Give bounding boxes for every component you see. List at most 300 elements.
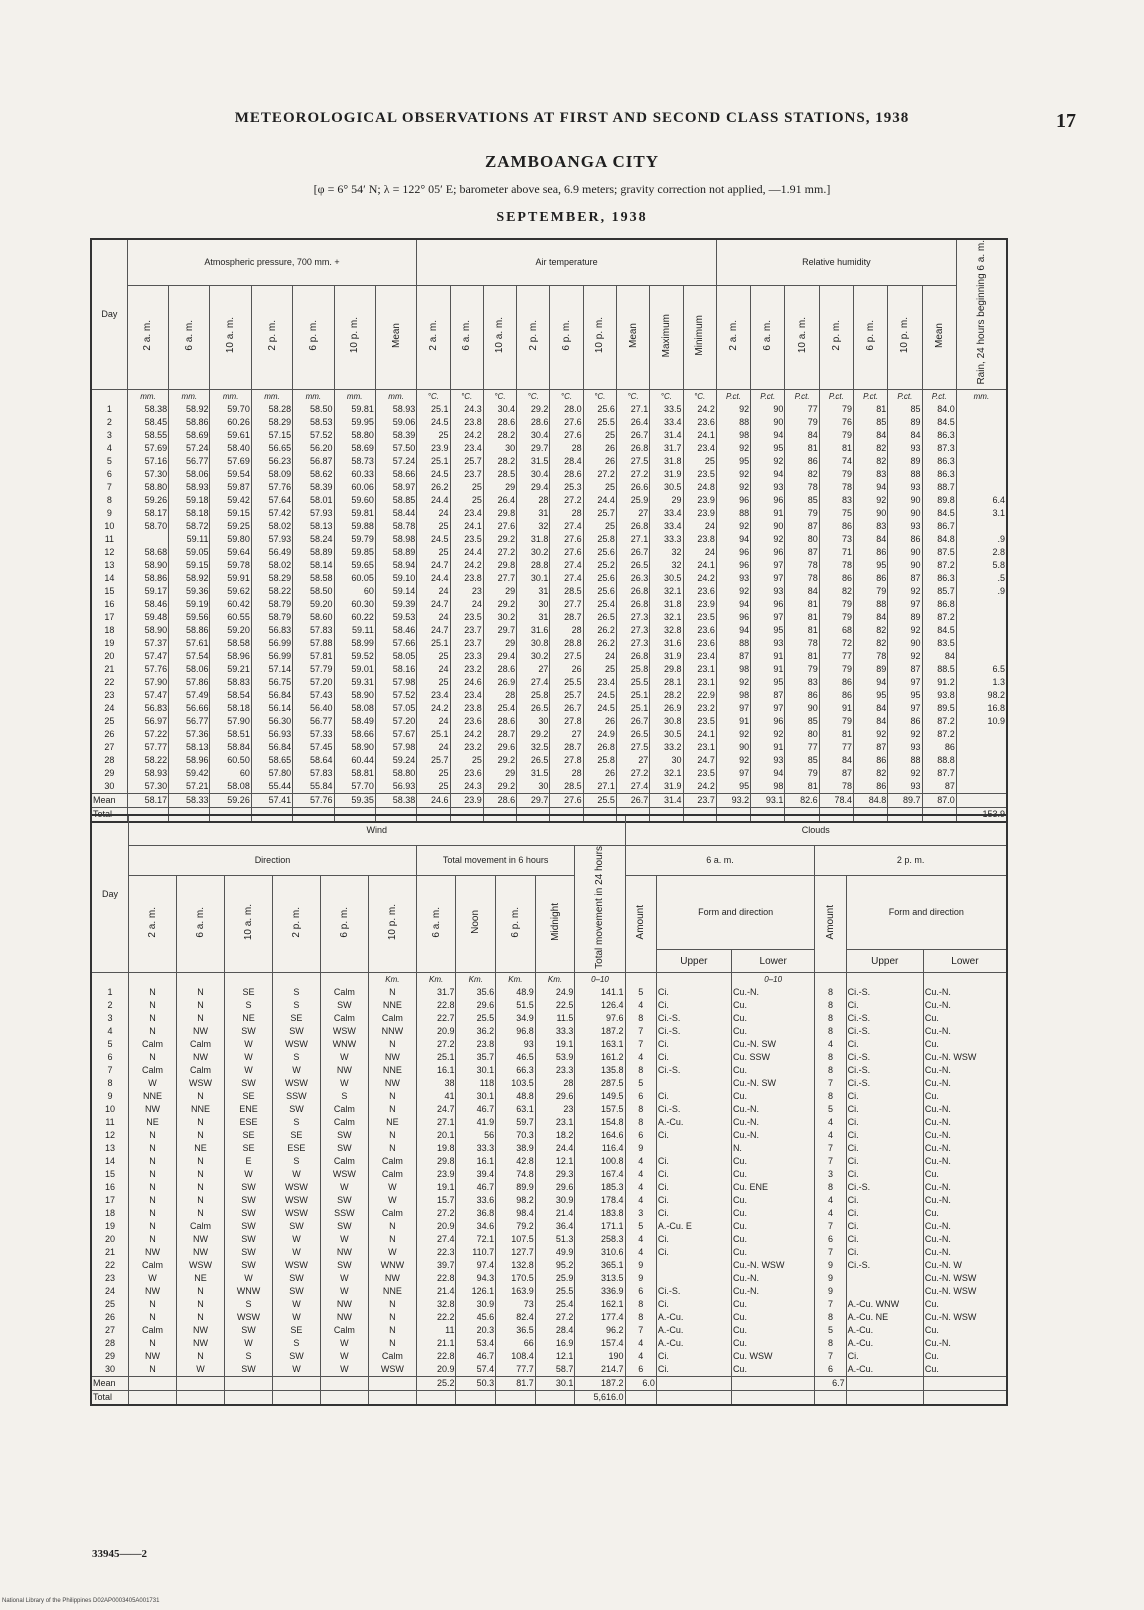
data-cell: 21.4 [416, 1285, 456, 1298]
pressure-col-header [375, 286, 416, 389]
data-cell: 25.1 [417, 637, 450, 650]
day-cell: 10 [91, 1103, 129, 1116]
data-cell: 29 [483, 585, 516, 598]
data-cell: 58.66 [375, 468, 416, 481]
data-cell: 96 [751, 715, 785, 728]
data-cell: 25.1 [416, 1051, 456, 1064]
data-cell: 30.2 [517, 650, 550, 663]
table-row [91, 1272, 1007, 1285]
data-cell: 96.2 [575, 1324, 625, 1337]
data-cell: 23.5 [683, 767, 716, 780]
data-cell: 57.76 [251, 481, 292, 494]
data-cell: NNE [368, 1285, 416, 1298]
data-cell: 85 [785, 754, 819, 767]
unit-cell [177, 973, 225, 987]
data-cell: Cu.-N. [923, 1194, 1007, 1207]
data-cell: W [224, 1038, 272, 1051]
data-cell: 26.9 [483, 676, 516, 689]
data-cell: 33.2 [650, 741, 683, 754]
data-cell: 10.9 [956, 715, 1007, 728]
data-cell: Ci.-S. [846, 1025, 923, 1038]
data-cell: 25 [417, 520, 450, 533]
data-cell: Calm [320, 1012, 368, 1025]
data-cell: 30.1 [456, 1064, 496, 1077]
data-cell: 28.2 [650, 689, 683, 702]
data-cell: Cu. [731, 1012, 814, 1025]
data-cell [956, 767, 1007, 780]
data-cell: 58.66 [334, 728, 375, 741]
pressure-col-header [169, 286, 210, 389]
mean-row [91, 793, 1007, 807]
data-cell: 5 [625, 1077, 656, 1090]
table-row [91, 442, 1007, 455]
data-cell: 8 [625, 1103, 656, 1116]
data-cell: 8 [815, 1025, 846, 1038]
data-cell: 24.2 [683, 403, 716, 416]
data-cell: Ci. [846, 1207, 923, 1220]
column-header-row-2 [91, 875, 1007, 950]
data-cell: Ci. [846, 1220, 923, 1233]
data-cell: 89.8 [922, 494, 956, 507]
data-cell: 27.4 [550, 572, 583, 585]
data-cell: WSW [177, 1077, 225, 1090]
mean-cell: 50.3 [456, 1377, 496, 1391]
data-cell: 26.2 [583, 637, 616, 650]
data-cell: 29 [483, 637, 516, 650]
mean-empty-cell [320, 1377, 368, 1391]
library-credit: National Library of the Philippines D02AP0003405A001731 [2, 1598, 160, 1604]
data-cell: 86 [819, 676, 853, 689]
data-cell: 96 [751, 598, 785, 611]
data-cell: 107.5 [496, 1233, 536, 1246]
temp-col-header [616, 286, 649, 389]
data-cell: 77 [785, 403, 819, 416]
data-cell: 97 [751, 559, 785, 572]
humidity-col-header [922, 286, 956, 389]
data-cell: 78 [785, 559, 819, 572]
data-cell: 58.80 [127, 481, 168, 494]
data-cell: 24.5 [583, 689, 616, 702]
data-cell: 26.5 [616, 559, 649, 572]
table-row [91, 1233, 1007, 1246]
data-cell: 24 [683, 520, 716, 533]
data-cell: 57.98 [375, 741, 416, 754]
data-cell: 26.8 [616, 520, 649, 533]
column-header-row [91, 286, 1007, 389]
data-cell: 25 [450, 494, 483, 507]
direction-col-header [320, 875, 368, 973]
data-cell: 56.66 [169, 702, 210, 715]
data-cell [956, 728, 1007, 741]
data-cell: SW [272, 1103, 320, 1116]
data-cell: 23 [535, 1103, 575, 1116]
table-row [91, 986, 1007, 999]
total-empty-cell [846, 1391, 923, 1406]
unit-cell: mm. [293, 389, 334, 403]
table-row [91, 637, 1007, 650]
data-cell: Ci.-S. [656, 1064, 731, 1077]
data-cell: 26.7 [550, 702, 583, 715]
data-cell: 81 [785, 611, 819, 624]
data-cell: 84 [819, 754, 853, 767]
pressure-temperature-humidity-table [90, 238, 1008, 823]
data-cell: 25 [417, 546, 450, 559]
data-cell: 4 [625, 999, 656, 1012]
data-cell: 30 [483, 442, 516, 455]
data-cell: 26.2 [583, 624, 616, 637]
data-cell: 58.24 [293, 533, 334, 546]
data-cell: 59.06 [375, 416, 416, 429]
data-cell: N [129, 1155, 177, 1168]
data-cell: 58.69 [334, 442, 375, 455]
data-cell: 88 [716, 637, 750, 650]
data-cell: 25 [683, 455, 716, 468]
data-cell: 32.1 [650, 611, 683, 624]
mean-empty-cell [731, 1377, 814, 1391]
data-cell: 8 [815, 1337, 846, 1350]
data-cell: 25.1 [417, 455, 450, 468]
upper-am-header: Upper [656, 950, 731, 973]
data-cell: 94 [751, 767, 785, 780]
data-cell: 87 [751, 689, 785, 702]
table-row [91, 754, 1007, 767]
data-cell: 94 [716, 624, 750, 637]
data-cell: 97 [888, 598, 922, 611]
data-cell: 26.5 [616, 728, 649, 741]
data-cell: 126.4 [575, 999, 625, 1012]
data-cell: 29.8 [650, 663, 683, 676]
data-cell: 33.4 [650, 416, 683, 429]
movement-col-label: 6 p. m. [509, 906, 521, 938]
table-row [91, 520, 1007, 533]
data-cell: SW [320, 999, 368, 1012]
data-cell: 23.4 [683, 650, 716, 663]
data-cell: Cu. [731, 1246, 814, 1259]
data-cell: 56.84 [251, 689, 292, 702]
data-cell: 59.39 [375, 598, 416, 611]
data-cell: N [177, 1155, 225, 1168]
data-cell: 23.4 [450, 507, 483, 520]
data-cell: Ci. [656, 1168, 731, 1181]
data-cell: 26.8 [616, 442, 649, 455]
data-cell: SW [272, 1285, 320, 1298]
day-cell: 15 [91, 1168, 129, 1181]
data-cell: 59.31 [334, 676, 375, 689]
data-cell: 59.20 [210, 624, 251, 637]
data-cell: 79 [819, 403, 853, 416]
data-cell: 97.4 [456, 1259, 496, 1272]
data-cell: 58.49 [334, 715, 375, 728]
day-cell: 7 [91, 1064, 129, 1077]
data-cell: 26 [583, 442, 616, 455]
mean-cell: 89.7 [888, 793, 922, 807]
data-cell: 57.90 [210, 715, 251, 728]
data-cell: 58.13 [293, 520, 334, 533]
data-cell: 28.1 [650, 676, 683, 689]
mean-cell: 24.6 [417, 793, 450, 807]
data-cell: 56.93 [375, 780, 416, 794]
data-cell: 24 [583, 650, 616, 663]
total-empty-cell [368, 1391, 416, 1406]
direction-col-label: 2 a. m. [147, 906, 159, 938]
direction-col-label: 10 p. m. [386, 903, 398, 940]
data-cell: 60.05 [334, 572, 375, 585]
data-cell: 86.3 [922, 455, 956, 468]
data-cell: 23.9 [683, 507, 716, 520]
data-cell: 58.92 [169, 572, 210, 585]
data-cell: 56.84 [251, 741, 292, 754]
data-cell: NW [129, 1350, 177, 1363]
data-cell: 29.8 [483, 559, 516, 572]
data-cell: N [129, 1129, 177, 1142]
data-cell: 22.5 [535, 999, 575, 1012]
data-cell: 36.8 [456, 1207, 496, 1220]
data-cell: A.-Cu. [656, 1324, 731, 1337]
data-cell: 26.8 [616, 585, 649, 598]
data-cell: Ci. [656, 1298, 731, 1311]
data-cell: 59.11 [169, 533, 210, 546]
data-cell: 58.89 [375, 546, 416, 559]
data-cell: 82 [853, 442, 887, 455]
data-cell: 89 [853, 663, 887, 676]
lower-am-header: Lower [731, 950, 814, 973]
data-cell: NW [320, 1246, 368, 1259]
data-cell: 93 [888, 780, 922, 794]
data-cell: 59.15 [210, 507, 251, 520]
data-cell: NE [129, 1116, 177, 1129]
data-cell: 58.93 [127, 767, 168, 780]
humidity-col-header [716, 286, 750, 389]
data-cell: 59.56 [169, 611, 210, 624]
mean-cell: 30.1 [535, 1377, 575, 1391]
humidity-col-header [888, 286, 922, 389]
data-cell: Ci. [846, 1233, 923, 1246]
data-cell: 80 [785, 533, 819, 546]
table-row [91, 507, 1007, 520]
pressure-col-header [251, 286, 292, 389]
data-cell: 24.2 [683, 780, 716, 794]
data-cell: 25.1 [616, 689, 649, 702]
data-cell: 9 [625, 1259, 656, 1272]
mean-cell: 26.7 [616, 793, 649, 807]
day-cell: 12 [91, 546, 127, 559]
mean-cell: 28.6 [483, 793, 516, 807]
data-cell: 30.2 [517, 546, 550, 559]
data-cell: 57.16 [127, 455, 168, 468]
data-cell: 16.9 [535, 1337, 575, 1350]
data-cell: 27 [517, 663, 550, 676]
data-cell: 60 [210, 767, 251, 780]
table-row [91, 1298, 1007, 1311]
data-cell: 27.4 [550, 559, 583, 572]
unit-cell: mm. [956, 389, 1007, 403]
data-cell: 26.6 [616, 481, 649, 494]
month-title: SEPTEMBER, 1938 [496, 210, 648, 225]
data-cell: 24.5 [417, 533, 450, 546]
data-cell: 56.87 [293, 455, 334, 468]
data-cell: 29.7 [483, 624, 516, 637]
data-cell: 23.1 [535, 1116, 575, 1129]
day-cell: 16 [91, 598, 127, 611]
table-row [91, 1051, 1007, 1064]
data-cell: Cu. WSW [731, 1350, 814, 1363]
data-cell: 29.6 [456, 999, 496, 1012]
data-cell: 59.81 [334, 507, 375, 520]
mean-cell: 6.7 [815, 1377, 846, 1391]
data-cell: 58.28 [251, 403, 292, 416]
unit-cell [625, 973, 656, 987]
data-cell: 58.13 [169, 741, 210, 754]
data-cell: 29 [650, 494, 683, 507]
data-cell: 58.02 [251, 559, 292, 572]
data-cell: 92 [716, 520, 750, 533]
temp-col-label: 2 a. m. [427, 320, 439, 351]
data-cell: 58.81 [334, 767, 375, 780]
data-cell: 29.6 [483, 741, 516, 754]
data-cell: W [320, 1272, 368, 1285]
data-cell: WSW [368, 1363, 416, 1377]
mean-cell: 87.0 [922, 793, 956, 807]
data-cell: 82 [819, 585, 853, 598]
data-cell: 46.7 [456, 1181, 496, 1194]
data-cell: 24 [417, 585, 450, 598]
data-cell: 59.79 [334, 533, 375, 546]
unit-cell [656, 973, 731, 987]
data-cell: SW [320, 1129, 368, 1142]
page-number: 17 [1056, 110, 1076, 132]
unit-cell [91, 973, 129, 987]
data-cell: 78 [785, 481, 819, 494]
data-cell: 89.5 [922, 702, 956, 715]
data-cell: NE [224, 1012, 272, 1025]
data-cell: 162.1 [575, 1298, 625, 1311]
data-cell: .9 [956, 533, 1007, 546]
data-cell: 183.8 [575, 1207, 625, 1220]
data-cell: 25 [417, 650, 450, 663]
unit-cell [272, 973, 320, 987]
data-cell: NW [177, 1051, 225, 1064]
data-cell: SW [320, 1220, 368, 1233]
data-cell: Cu.-N. [731, 1116, 814, 1129]
data-cell: 23.1 [683, 676, 716, 689]
table-row [91, 1025, 1007, 1038]
data-cell: 58.58 [210, 637, 251, 650]
data-cell: Ci.-S. [656, 1103, 731, 1116]
data-cell: 25 [583, 663, 616, 676]
data-cell: 8 [815, 1051, 846, 1064]
data-cell: 141.1 [575, 986, 625, 999]
data-cell: 59.85 [334, 546, 375, 559]
data-cell: 23.6 [450, 767, 483, 780]
data-cell: A.-Cu. [656, 1311, 731, 1324]
total-empty-cell [815, 1391, 846, 1406]
mean-empty-cell [224, 1377, 272, 1391]
data-cell: 24 [417, 611, 450, 624]
data-cell: 24.4 [417, 494, 450, 507]
data-cell: W [320, 1285, 368, 1298]
data-cell: 30.9 [456, 1298, 496, 1311]
data-cell: Ci. [846, 1155, 923, 1168]
data-cell: N [368, 1220, 416, 1233]
data-cell [956, 598, 1007, 611]
temp-col-label: 6 a. m. [461, 320, 473, 351]
data-cell: 77 [819, 650, 853, 663]
data-cell: 59.11 [334, 624, 375, 637]
data-cell: Cu. [923, 1298, 1007, 1311]
data-cell: N [368, 1233, 416, 1246]
data-cell: 24.2 [450, 429, 483, 442]
day-cell: 6 [91, 1051, 129, 1064]
data-cell: N [368, 1103, 416, 1116]
wind-clouds-table [90, 814, 1008, 1406]
data-cell: ENE [224, 1103, 272, 1116]
data-cell: 26 [583, 715, 616, 728]
data-cell: 92 [888, 585, 922, 598]
data-cell: 85 [853, 416, 887, 429]
data-cell: 27.6 [550, 546, 583, 559]
data-cell: 95 [716, 455, 750, 468]
data-cell: 27 [616, 754, 649, 767]
data-cell: A.-Cu. [846, 1324, 923, 1337]
data-cell: 100.8 [575, 1155, 625, 1168]
table-row [91, 1129, 1007, 1142]
data-cell: Cu.-N. [923, 1246, 1007, 1259]
data-cell: 116.4 [575, 1142, 625, 1155]
data-cell: Ci. [656, 1090, 731, 1103]
data-cell: 32 [650, 559, 683, 572]
data-cell: S [224, 1350, 272, 1363]
data-cell: Cu.-N. WSW [923, 1311, 1007, 1324]
data-cell: S [272, 1155, 320, 1168]
humidity-col-label: 2 a. m. [728, 320, 739, 351]
data-cell: 56.77 [169, 715, 210, 728]
data-cell: W [320, 1077, 368, 1090]
data-cell [956, 468, 1007, 481]
data-cell: Cu.-N. [923, 1155, 1007, 1168]
data-cell: 32 [517, 520, 550, 533]
data-cell: 23.8 [450, 702, 483, 715]
data-cell: 63.1 [496, 1103, 536, 1116]
data-cell: 7 [815, 1155, 846, 1168]
data-cell: 58.84 [210, 741, 251, 754]
data-cell: 81 [785, 780, 819, 794]
data-cell: Cu.-N. [923, 1233, 1007, 1246]
data-cell: 171.1 [575, 1220, 625, 1233]
data-cell: 90 [751, 403, 785, 416]
data-cell: N [368, 986, 416, 999]
data-cell: 87.5 [922, 546, 956, 559]
data-cell: 4 [625, 1181, 656, 1194]
data-cell: 25.8 [517, 689, 550, 702]
data-cell: 59.54 [210, 468, 251, 481]
pressure-col-label: 10 p. m. [349, 317, 361, 354]
data-cell: 87.3 [922, 442, 956, 455]
data-cell: 25.7 [417, 754, 450, 767]
data-cell: 6 [815, 1233, 846, 1246]
unit-cell: mm. [251, 389, 292, 403]
data-cell: 58.68 [127, 546, 168, 559]
data-cell: 58.64 [293, 754, 334, 767]
data-cell: 24.9 [583, 728, 616, 741]
data-cell: W [320, 1337, 368, 1350]
data-cell: 118 [456, 1077, 496, 1090]
data-cell: NW [129, 1103, 177, 1116]
unit-cell: mm. [334, 389, 375, 403]
data-cell: 91 [716, 715, 750, 728]
data-cell: 6 [815, 1363, 846, 1377]
data-cell: 3.1 [956, 507, 1007, 520]
data-cell: 23.5 [450, 533, 483, 546]
